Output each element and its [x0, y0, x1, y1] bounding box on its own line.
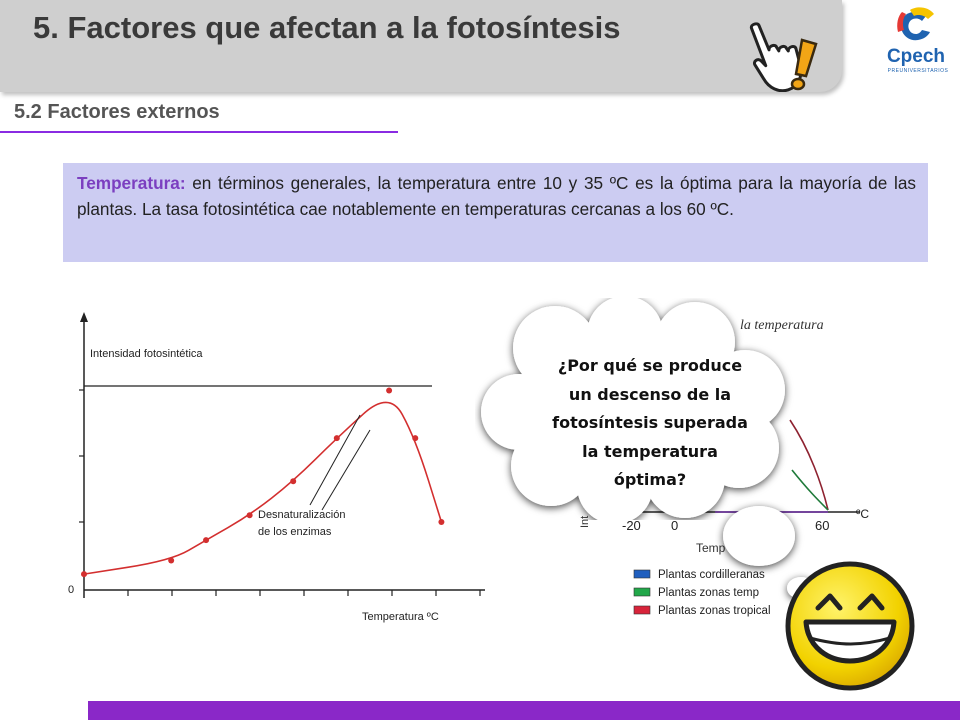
data-point: [334, 435, 340, 441]
callout-line-1: ¿Por qué se produce: [557, 356, 743, 375]
hand-exclamation-icon: [748, 10, 826, 92]
intensity-curve: [84, 402, 441, 574]
tick-60: 60: [815, 518, 830, 533]
temperature-info-box: [63, 163, 928, 262]
title-banner: [0, 0, 842, 92]
logo-text: Cpech: [886, 46, 946, 67]
legend-swatch-temperate: [634, 588, 650, 596]
y-axis-label: Intensidad fotosintética: [90, 348, 203, 360]
data-point: [386, 388, 392, 394]
legend-label-temperate: Plantas zonas temp: [658, 587, 760, 599]
callout-line-5: óptima?: [613, 470, 687, 489]
x-ticks: [128, 590, 480, 596]
origin-label: 0: [68, 584, 75, 596]
legend-swatch-alpine: [634, 570, 650, 578]
data-point: [247, 512, 253, 518]
page-title: 5. Factores que afectan a la fotosíntesis: [33, 10, 621, 45]
right-x-label-fragment: Temp: [696, 541, 726, 555]
cpech-logo: [876, 6, 956, 78]
annotation-line-2: de los enzimas: [258, 526, 332, 538]
callout-question: [525, 352, 775, 495]
callout-line-3: fotosíntesis superada: [552, 413, 748, 432]
logo-subtext: PREUNIVERSITARIOS: [887, 68, 949, 74]
info-text: en términos generales, la temperatura entre 10 y 35 ºC es la óptima para la mayoría de las plantas. La tasa fotosintética cae notablemente en temperaturas cercanas a los 60 ºC.: [77, 173, 916, 219]
legend-label-tropical: Plantas zonas tropical: [658, 605, 771, 617]
subtitle-underline: [0, 131, 398, 133]
legend-label-alpine: Plantas cordilleranas: [658, 569, 765, 581]
y-axis-arrow: [80, 312, 88, 322]
x-axis-label: Temperatura ºC: [362, 611, 439, 623]
section-subtitle: 5.2 Factores externos: [14, 101, 220, 123]
info-label: Temperatura:: [77, 173, 186, 193]
footer-bar: [88, 701, 960, 720]
tick-0: 0: [671, 518, 679, 533]
callout-line-2: un descenso de la: [568, 384, 732, 404]
photosynthesis-temperature-graph: [60, 300, 490, 630]
data-point: [203, 537, 209, 543]
x-unit: ºC: [856, 507, 870, 521]
data-point: [438, 519, 444, 525]
data-point: [412, 435, 418, 441]
data-point: [81, 571, 87, 577]
callout-line-4: la temperatura: [582, 441, 718, 461]
data-point: [290, 478, 296, 484]
tropical-curve: [790, 420, 828, 510]
legend-swatch-tropical: [634, 606, 650, 614]
data-point: [168, 558, 174, 564]
laughing-smiley-icon: [780, 556, 920, 696]
graph-title-fragment: la temperatura: [740, 318, 824, 333]
tick-minus-20: -20: [622, 518, 641, 533]
cpech-c-icon: [876, 6, 956, 50]
data-points: [81, 388, 444, 578]
annotation-line-1: Desnaturalización: [258, 509, 346, 521]
right-y-label-fragment: Int: [579, 515, 591, 528]
